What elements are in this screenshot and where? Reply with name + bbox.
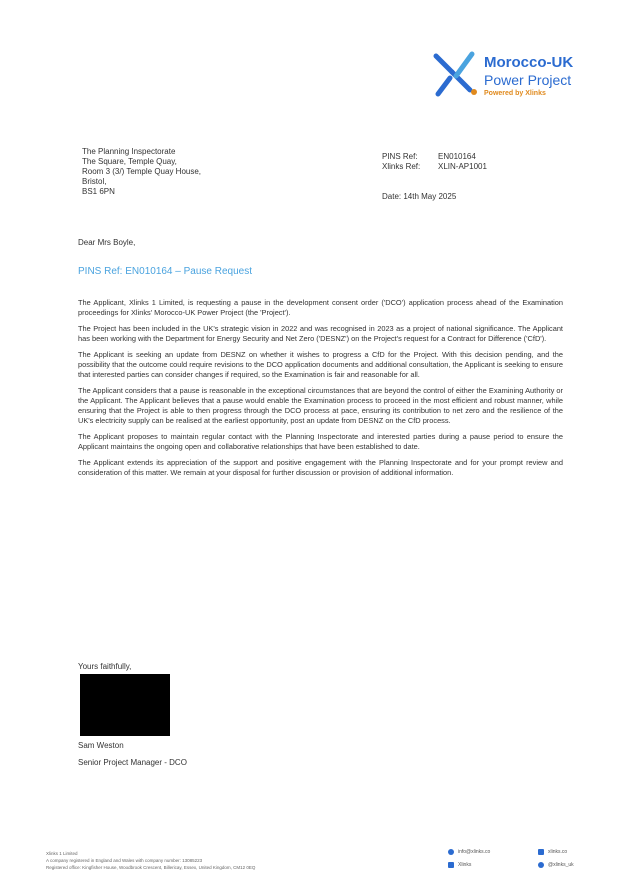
logo-subtitle: Power Project — [484, 72, 572, 88]
xlinks-ref-label: Xlinks Ref: — [382, 162, 421, 171]
body-paragraph: The Project has been included in the UK's strategic vision in 2022 and was recognised in 2023 as a project of national significance. The Applicant has been working with the Department for Energy Security and Net Zero ('DESNZ') on the Project's request for a Contract for Difference ('CfD'). — [78, 324, 563, 343]
contact-web-text: xlinks.co — [548, 849, 568, 855]
pins-ref-value: EN010164 — [438, 152, 476, 161]
footer-contacts — [448, 849, 618, 868]
contact-email[interactable] — [448, 849, 538, 855]
address-line: Bristol, — [82, 177, 107, 186]
footer-line: Xlinks 1 Limited — [46, 851, 78, 856]
contact-x[interactable] — [538, 862, 618, 868]
pins-ref-label: PINS Ref: — [382, 152, 418, 161]
logo-title: Morocco-UK — [484, 54, 574, 71]
recipient-address — [82, 147, 201, 197]
xlinks-logo-icon — [430, 48, 482, 100]
reference-block — [382, 152, 487, 172]
linkedin-icon — [448, 862, 454, 868]
body-paragraph: The Applicant, Xlinks 1 Limited, is requesting a pause in the development consent order ('DCO') application process ahead of the Examination proceedings for Xlinks' Morocco-UK Power Project (the 'Project'). — [78, 298, 563, 317]
xlinks-ref — [382, 162, 487, 172]
signer-title: Senior Project Manager - DCO — [78, 758, 187, 767]
web-icon — [538, 849, 544, 855]
contact-web[interactable] — [538, 849, 618, 855]
company-logo — [430, 48, 610, 110]
xlinks-ref-value: XLIN-AP1001 — [438, 162, 487, 171]
contact-linkedin-text: Xlinks — [458, 862, 472, 868]
email-icon — [448, 849, 454, 855]
subject-line: PINS Ref: EN010164 – Pause Request — [78, 266, 252, 277]
redacted-signature — [80, 674, 170, 736]
body-paragraph: The Applicant is seeking an update from DESNZ on whether it wishes to progress a CfD for the Project. With this decision pending, and the possibility that the outcome could require revisions to the DCO application documents and additional consultation, the Applicant is seeking to ensure that interested parties can consider changes if required, so the Examination is fair and reasonable for all. — [78, 350, 563, 379]
body-paragraph: The Applicant proposes to maintain regular contact with the Planning Inspectorate and interested parties during a pause period to ensure the Applicant maintains the ongoing open and collaborative relationships that have been established to date. — [78, 432, 563, 451]
footer-line: A company registered in England and Wales with company number: 13085223 — [46, 858, 203, 863]
body-paragraph: The Applicant considers that a pause is reasonable in the exceptional circumstances that are beyond the control of either the Examining Authority or the Applicant. The Applicant believes that a pause would enable the Examination process to proceed in the most efficient and robust manner, while ensuring that the Project is able to then progress through the DCO process at pace, ensuring its contribution to net zero and the resilience of the UK's electricity supply can be realised at the earliest opportunity, post an update from DESNZ on the CfD process. — [78, 386, 563, 425]
address-line: BS1 6PN — [82, 187, 115, 196]
footer-company-info — [46, 850, 255, 871]
address-line: The Square, Temple Quay, — [82, 157, 177, 166]
logo-tagline: Powered by Xlinks — [484, 90, 546, 97]
footer-line: Registered office: Kingfisher House, Woodbrook Crescent, Billericay, Essex, United Kingdom, CM12 0EQ — [46, 865, 256, 870]
contact-email-text: info@xlinks.co — [458, 849, 491, 855]
salutation: Dear Mrs Boyle, — [78, 238, 136, 247]
letter-body — [78, 298, 563, 484]
pins-ref — [382, 152, 487, 162]
address-line: The Planning Inspectorate — [82, 147, 176, 156]
letter-date: Date: 14th May 2025 — [382, 192, 457, 201]
address-line: Room 3 (3/) Temple Quay House, — [82, 167, 202, 176]
contact-linkedin[interactable] — [448, 862, 538, 868]
signoff: Yours faithfully, — [78, 662, 132, 671]
body-paragraph: The Applicant extends its appreciation of the support and positive engagement with the Planning Inspectorate and for your prompt review and consideration of this matter. We remain at your disposal for further discussion or provision of additional information. — [78, 458, 563, 477]
signer-name: Sam Weston — [78, 741, 124, 750]
contact-x-text: @xlinks_uk — [548, 862, 574, 868]
x-icon — [538, 862, 544, 868]
